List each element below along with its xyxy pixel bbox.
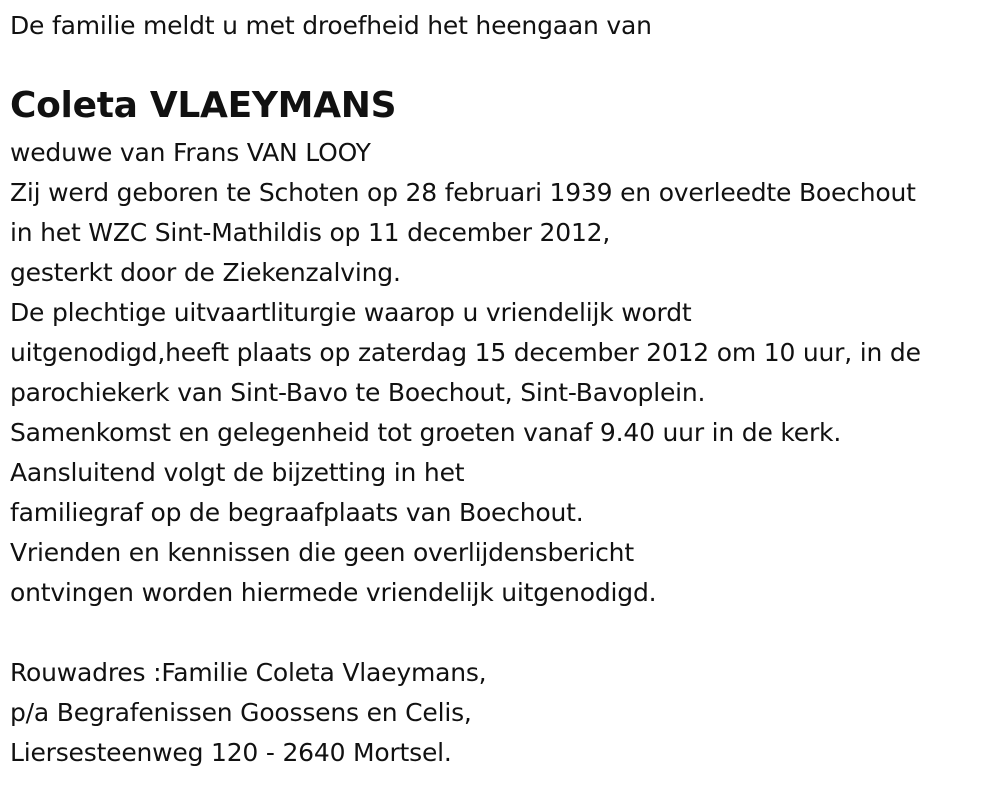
birth-death-line: Zij werd geboren te Schoten op 28 februari 1939 en overleedte Boechout bbox=[10, 178, 916, 207]
intro-text: De familie meldt u met droefheid het heengaan van bbox=[10, 11, 652, 40]
funeral-date-line: uitgenodigd,heeft plaats op zaterdag 15 december 2012 om 10 uur, in de bbox=[10, 338, 921, 367]
address-line: p/a Begrafenissen Goossens en Celis, bbox=[10, 698, 472, 727]
deceased-name: Coleta VLAEYMANS bbox=[10, 85, 397, 126]
spouse-line: weduwe van Frans VAN LOOY bbox=[10, 138, 371, 167]
funeral-invite-line: De plechtige uitvaartliturgie waarop u vriendelijk wordt bbox=[10, 298, 692, 327]
death-place-line: in het WZC Sint-Mathildis op 11 december 2012, bbox=[10, 218, 611, 247]
friends-line: Vrienden en kennissen die geen overlijdensbericht bbox=[10, 538, 634, 567]
mourning-address bbox=[10, 653, 486, 773]
invitation-line: ontvingen worden hiermede vriendelijk uitgenodigd. bbox=[10, 578, 657, 607]
church-line: parochiekerk van Sint-Bavo te Boechout, Sint-Bavoplein. bbox=[10, 378, 706, 407]
address-line: Liersesteenweg 120 - 2640 Mortsel. bbox=[10, 738, 452, 767]
notice-body bbox=[10, 133, 921, 613]
address-line: Rouwadres :Familie Coleta Vlaeymans, bbox=[10, 658, 487, 687]
gathering-line: Samenkomst en gelegenheid tot groeten vanaf 9.40 uur in de kerk. bbox=[10, 418, 842, 447]
sacrament-line: gesterkt door de Ziekenzalving. bbox=[10, 258, 401, 287]
grave-line: familiegraf op de begraafplaats van Boechout. bbox=[10, 498, 584, 527]
burial-line: Aansluitend volgt de bijzetting in het bbox=[10, 458, 465, 487]
